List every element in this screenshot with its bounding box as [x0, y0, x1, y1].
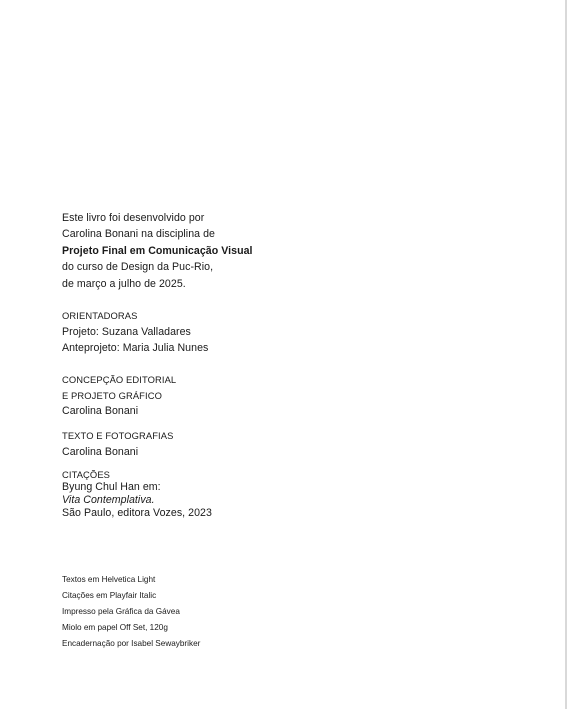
credits-line-4: Miolo em papel Off Set, 120g — [62, 622, 168, 632]
intro-line-2: Carolina Bonani na disciplina de — [62, 228, 215, 241]
production-credits — [62, 572, 200, 652]
texto-name: Carolina Bonani — [62, 445, 139, 458]
citacoes-heading: CITAÇÕES — [62, 469, 111, 480]
credits-line-5: Encadernação por Isabel Sewaybriker — [62, 638, 201, 648]
intro-line-4: do curso de Design da Puc-Rio, — [62, 261, 214, 274]
texto-heading: TEXTO E FOTOGRAFIAS — [62, 430, 174, 441]
intro-line-5: de março a julho de 2025. — [62, 277, 186, 290]
intro-line-1: Este livro foi desenvolvido por — [62, 212, 205, 224]
texto-section — [62, 428, 173, 460]
concepcao-name: Carolina Bonani — [62, 405, 139, 417]
citacoes-book-title: Vita Contemplativa. — [62, 494, 155, 506]
credits-line-2: Citações em Playfair Italic — [62, 590, 157, 600]
colophon-intro — [62, 210, 253, 292]
citacoes-section — [62, 468, 212, 520]
orientadoras-line-2: Anteprojeto: Maria Julia Nunes — [62, 341, 209, 354]
citacoes-line-1: Byung Chul Han em: — [62, 481, 161, 493]
citacoes-line-3: São Paulo, editora Vozes, 2023 — [62, 507, 212, 519]
concepcao-heading-2: E PROJETO GRÁFICO — [62, 389, 162, 401]
concepcao-heading-1: CONCEPÇÃO EDITORIAL — [62, 374, 177, 385]
orientadoras-line-1: Projeto: Suzana Valladares — [62, 325, 191, 338]
intro-course-title: Projeto Final em Comunicação Visual — [62, 244, 253, 257]
concepcao-section — [62, 372, 176, 419]
orientadoras-section — [62, 308, 208, 356]
credits-line-1: Textos em Helvetica Light — [62, 575, 156, 584]
orientadoras-heading: ORIENTADORAS — [62, 310, 138, 321]
credits-line-3: Impresso pela Gráfica da Gávea — [62, 606, 180, 616]
